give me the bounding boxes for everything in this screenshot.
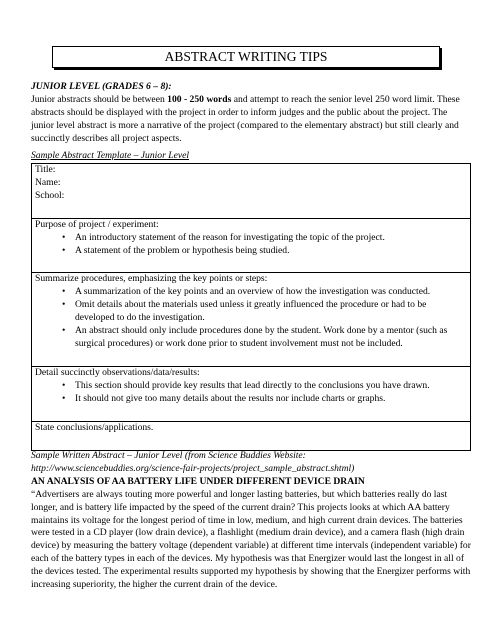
junior-level-section [31,81,471,146]
template-name-field: Name: [35,176,61,188]
word-count-range: 100 - 250 words [167,93,232,105]
list-item: • A statement of the problem or hypothesis being studied. [75,245,466,258]
abstract-template-table [31,163,471,451]
purpose-label: Purpose of project / experiment: [35,218,159,230]
sample-source-url: http://www.sciencebuddies.org/science-fair-projects/project_sample_abstract.shtml) [31,462,355,474]
template-title-field: Title: [35,164,56,175]
template-label: Sample Abstract Template – Junior Level [31,150,190,161]
sample-abstract-section [31,450,471,592]
template-header-cell [32,164,470,219]
sample-abstract-body: “Advertisers are always touting more powerful and longer lasting batteries, but which batteries really do last longer, and is battery life impacted by the speed of the current drain? This projects looks at which AA battery maintains its voltage for the longest period of time in low, medium, and high current drain devices. The batteries were tested in a CD player (low drain device), a flashlight (medium drain device), and a camera flash (high drain device) by measuring the battery voltage (dependent variable) at different time intervals (independent variable) for each of the battery types in each of the devices. My hypothesis was that Energizer would last the longest in all of the devices tested. The experimental results supported my hypothesis by showing that the Energizer performs with increasing superiority, the higher the current drain of the device. [31,488,471,591]
list-item: • An introductory statement of the reason for investigating the topic of the project. [75,232,466,245]
junior-level-paragraph [31,94,471,146]
sample-label-line-1: Sample Written Abstract – Junior Level (from Science Buddies Website: [31,450,306,461]
conclusions-label: State conclusions/applications. [35,421,154,433]
list-item: • A summarization of the key points and an overview of how the investigation was conducted. [75,286,466,299]
template-observations-cell [32,367,470,422]
junior-text-a: Junior abstracts should be between [31,93,168,105]
template-conclusions-cell [32,422,470,450]
page-title: ABSTRACT WRITING TIPS [52,46,440,68]
list-item: • It should not give too many details about the results nor include charts or graphs. [75,393,466,406]
template-procedures-cell [32,273,470,366]
template-purpose-cell [32,219,470,274]
list-item: • This section should provide key results that lead directly to the conclusions you have drawn. [75,380,466,393]
junior-level-heading: JUNIOR LEVEL (GRADES 6 – 8): [31,81,172,92]
procedures-label: Summarize procedures, emphasizing the key points or steps: [35,273,268,285]
list-item: • An abstract should only include procedures done by the student. Work done by a mentor (such as surgical procedures) or work done prior to student involvement must not be included. [75,325,466,351]
sample-abstract-heading: AN ANALYSIS OF AA BATTERY LIFE UNDER DIFFERENT DEVICE DRAIN [31,475,365,487]
template-school-field: School: [35,189,65,201]
list-item: • Omit details about the materials used unless it greatly influenced the procedure or had to be developed to do the investigation. [75,299,466,325]
junior-text-b: and attempt to reach the senior level 250 word limit. These abstracts should be displayed with the project in order to inform judges and the public about the project. The junior level abstract is more a narrative of the project (compared to the elementary abstract) but still clearly and succinctly describes all project aspects. [31,93,460,144]
observations-label: Detail succinctly observations/data/results: [35,366,200,378]
